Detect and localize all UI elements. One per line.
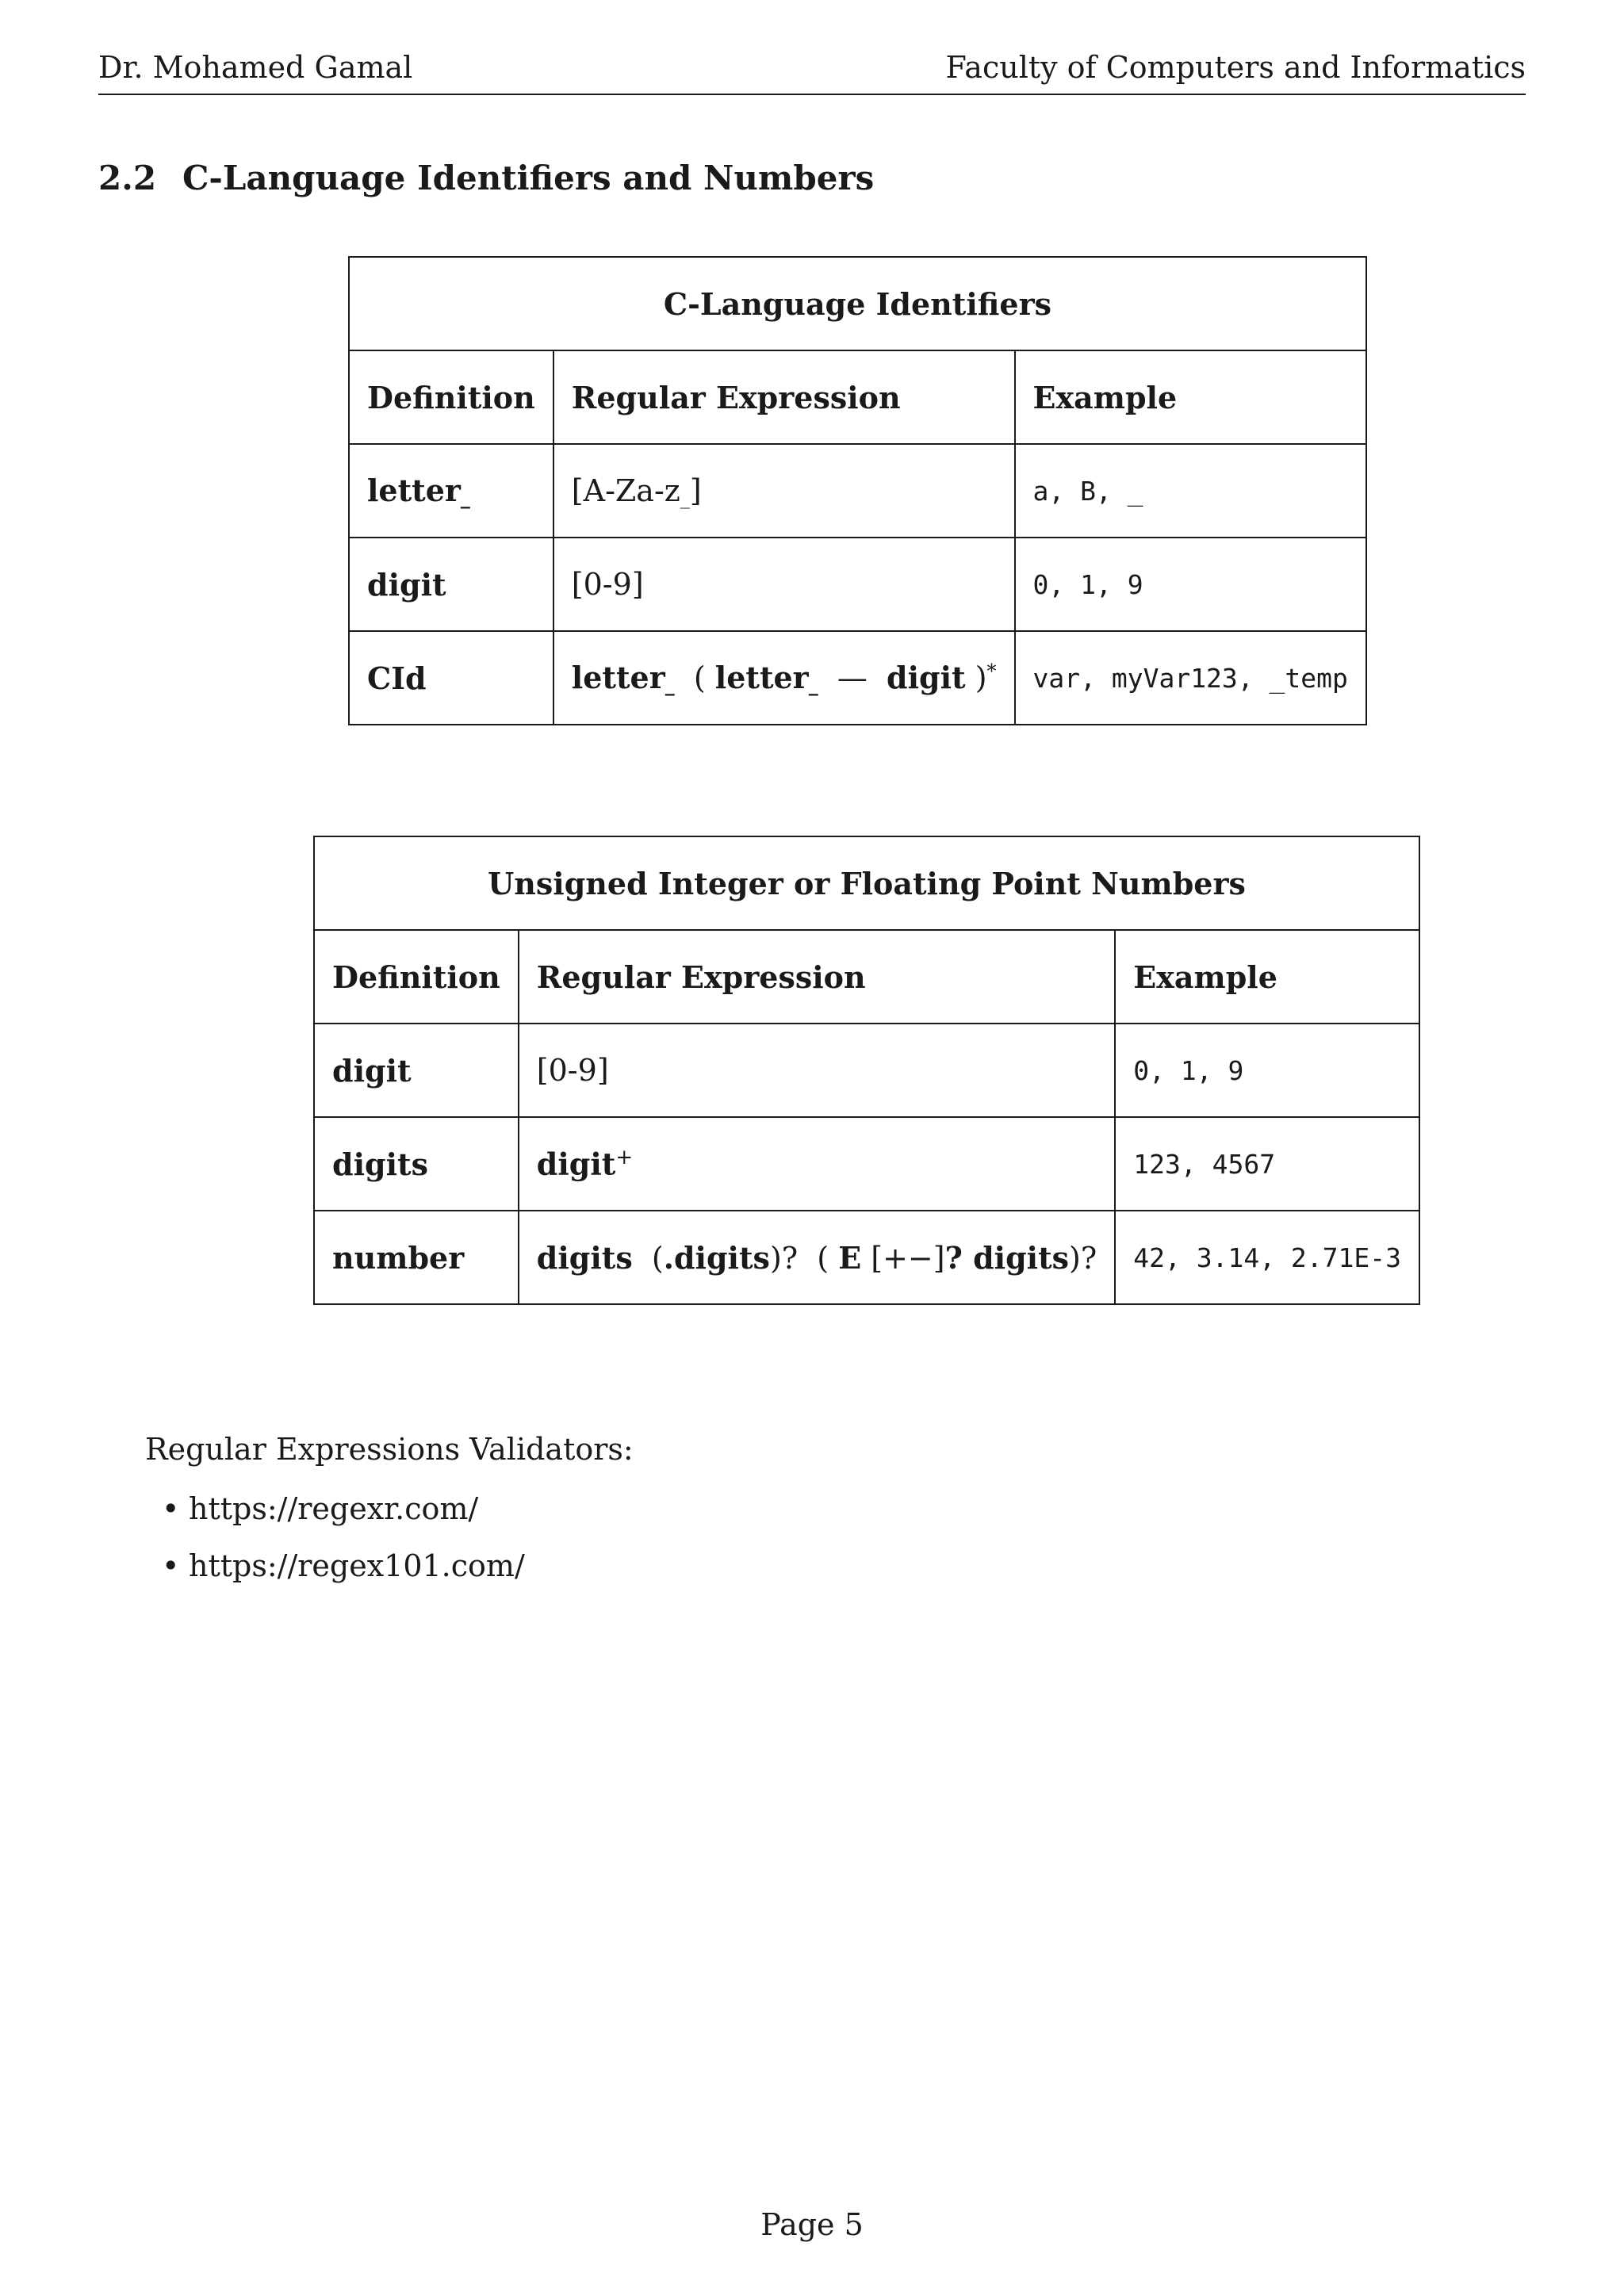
- table-row: [349, 631, 1366, 725]
- table-header-row: [314, 930, 1419, 1024]
- bullet-icon: •: [162, 1548, 180, 1583]
- header-rule: [98, 94, 1526, 95]
- example-cell: 0, 1, 9: [1015, 538, 1366, 631]
- validator-link[interactable]: https://regex101.com/: [189, 1548, 525, 1583]
- validators-list: [162, 1490, 525, 1605]
- section-title: C-Language Identifiers and Numbers: [182, 159, 875, 197]
- column-header: Example: [1015, 350, 1366, 444]
- table-row: [314, 1117, 1419, 1211]
- example-cell: 0, 1, 9: [1115, 1024, 1419, 1117]
- page-number: Page 5: [760, 2207, 864, 2242]
- regex-cell: digits (.digits)? ( E [+−]? digits)?: [519, 1211, 1115, 1304]
- list-item: [162, 1548, 525, 1605]
- example-cell: var, myVar123, _temp: [1015, 631, 1366, 725]
- validators-label: Regular Expressions Validators:: [145, 1432, 634, 1467]
- column-header: Definition: [349, 350, 553, 444]
- table-caption: Unsigned Integer or Floating Point Numbers: [314, 836, 1419, 930]
- definition-cell: digit: [314, 1024, 519, 1117]
- column-header: Example: [1115, 930, 1419, 1024]
- header-author: Dr. Mohamed Gamal: [98, 50, 413, 85]
- table-row: [314, 1211, 1419, 1304]
- regex-cell: [0-9]: [519, 1024, 1115, 1117]
- regex-cell: [0-9]: [553, 538, 1015, 631]
- section-number: 2.2: [98, 159, 157, 197]
- table-row: [349, 444, 1366, 538]
- validator-link[interactable]: https://regexr.com/: [189, 1491, 479, 1526]
- numbers-table: [313, 836, 1420, 1305]
- column-header: Definition: [314, 930, 519, 1024]
- definition-cell: digit: [349, 538, 553, 631]
- table-row: [349, 538, 1366, 631]
- header-faculty: Faculty of Computers and Informatics: [945, 50, 1526, 85]
- definition-cell: CId: [349, 631, 553, 725]
- regex-cell: letter_ ( letter_ — digit )*: [553, 631, 1015, 725]
- regex-cell: digit+: [519, 1117, 1115, 1211]
- definition-cell: number: [314, 1211, 519, 1304]
- column-header: Regular Expression: [519, 930, 1115, 1024]
- definition-cell: letter_: [349, 444, 553, 538]
- table-caption: C-Language Identifiers: [349, 257, 1366, 350]
- table-header-row: [349, 350, 1366, 444]
- bullet-icon: •: [162, 1491, 180, 1526]
- identifiers-table: [348, 256, 1367, 725]
- table-row: [314, 1024, 1419, 1117]
- example-cell: a, B, _: [1015, 444, 1366, 538]
- regex-cell: [A-Za-z_]: [553, 444, 1015, 538]
- definition-cell: digits: [314, 1117, 519, 1211]
- column-header: Regular Expression: [553, 350, 1015, 444]
- example-cell: 42, 3.14, 2.71E-3: [1115, 1211, 1419, 1304]
- list-item: [162, 1490, 525, 1548]
- section-heading: [98, 159, 874, 197]
- example-cell: 123, 4567: [1115, 1117, 1419, 1211]
